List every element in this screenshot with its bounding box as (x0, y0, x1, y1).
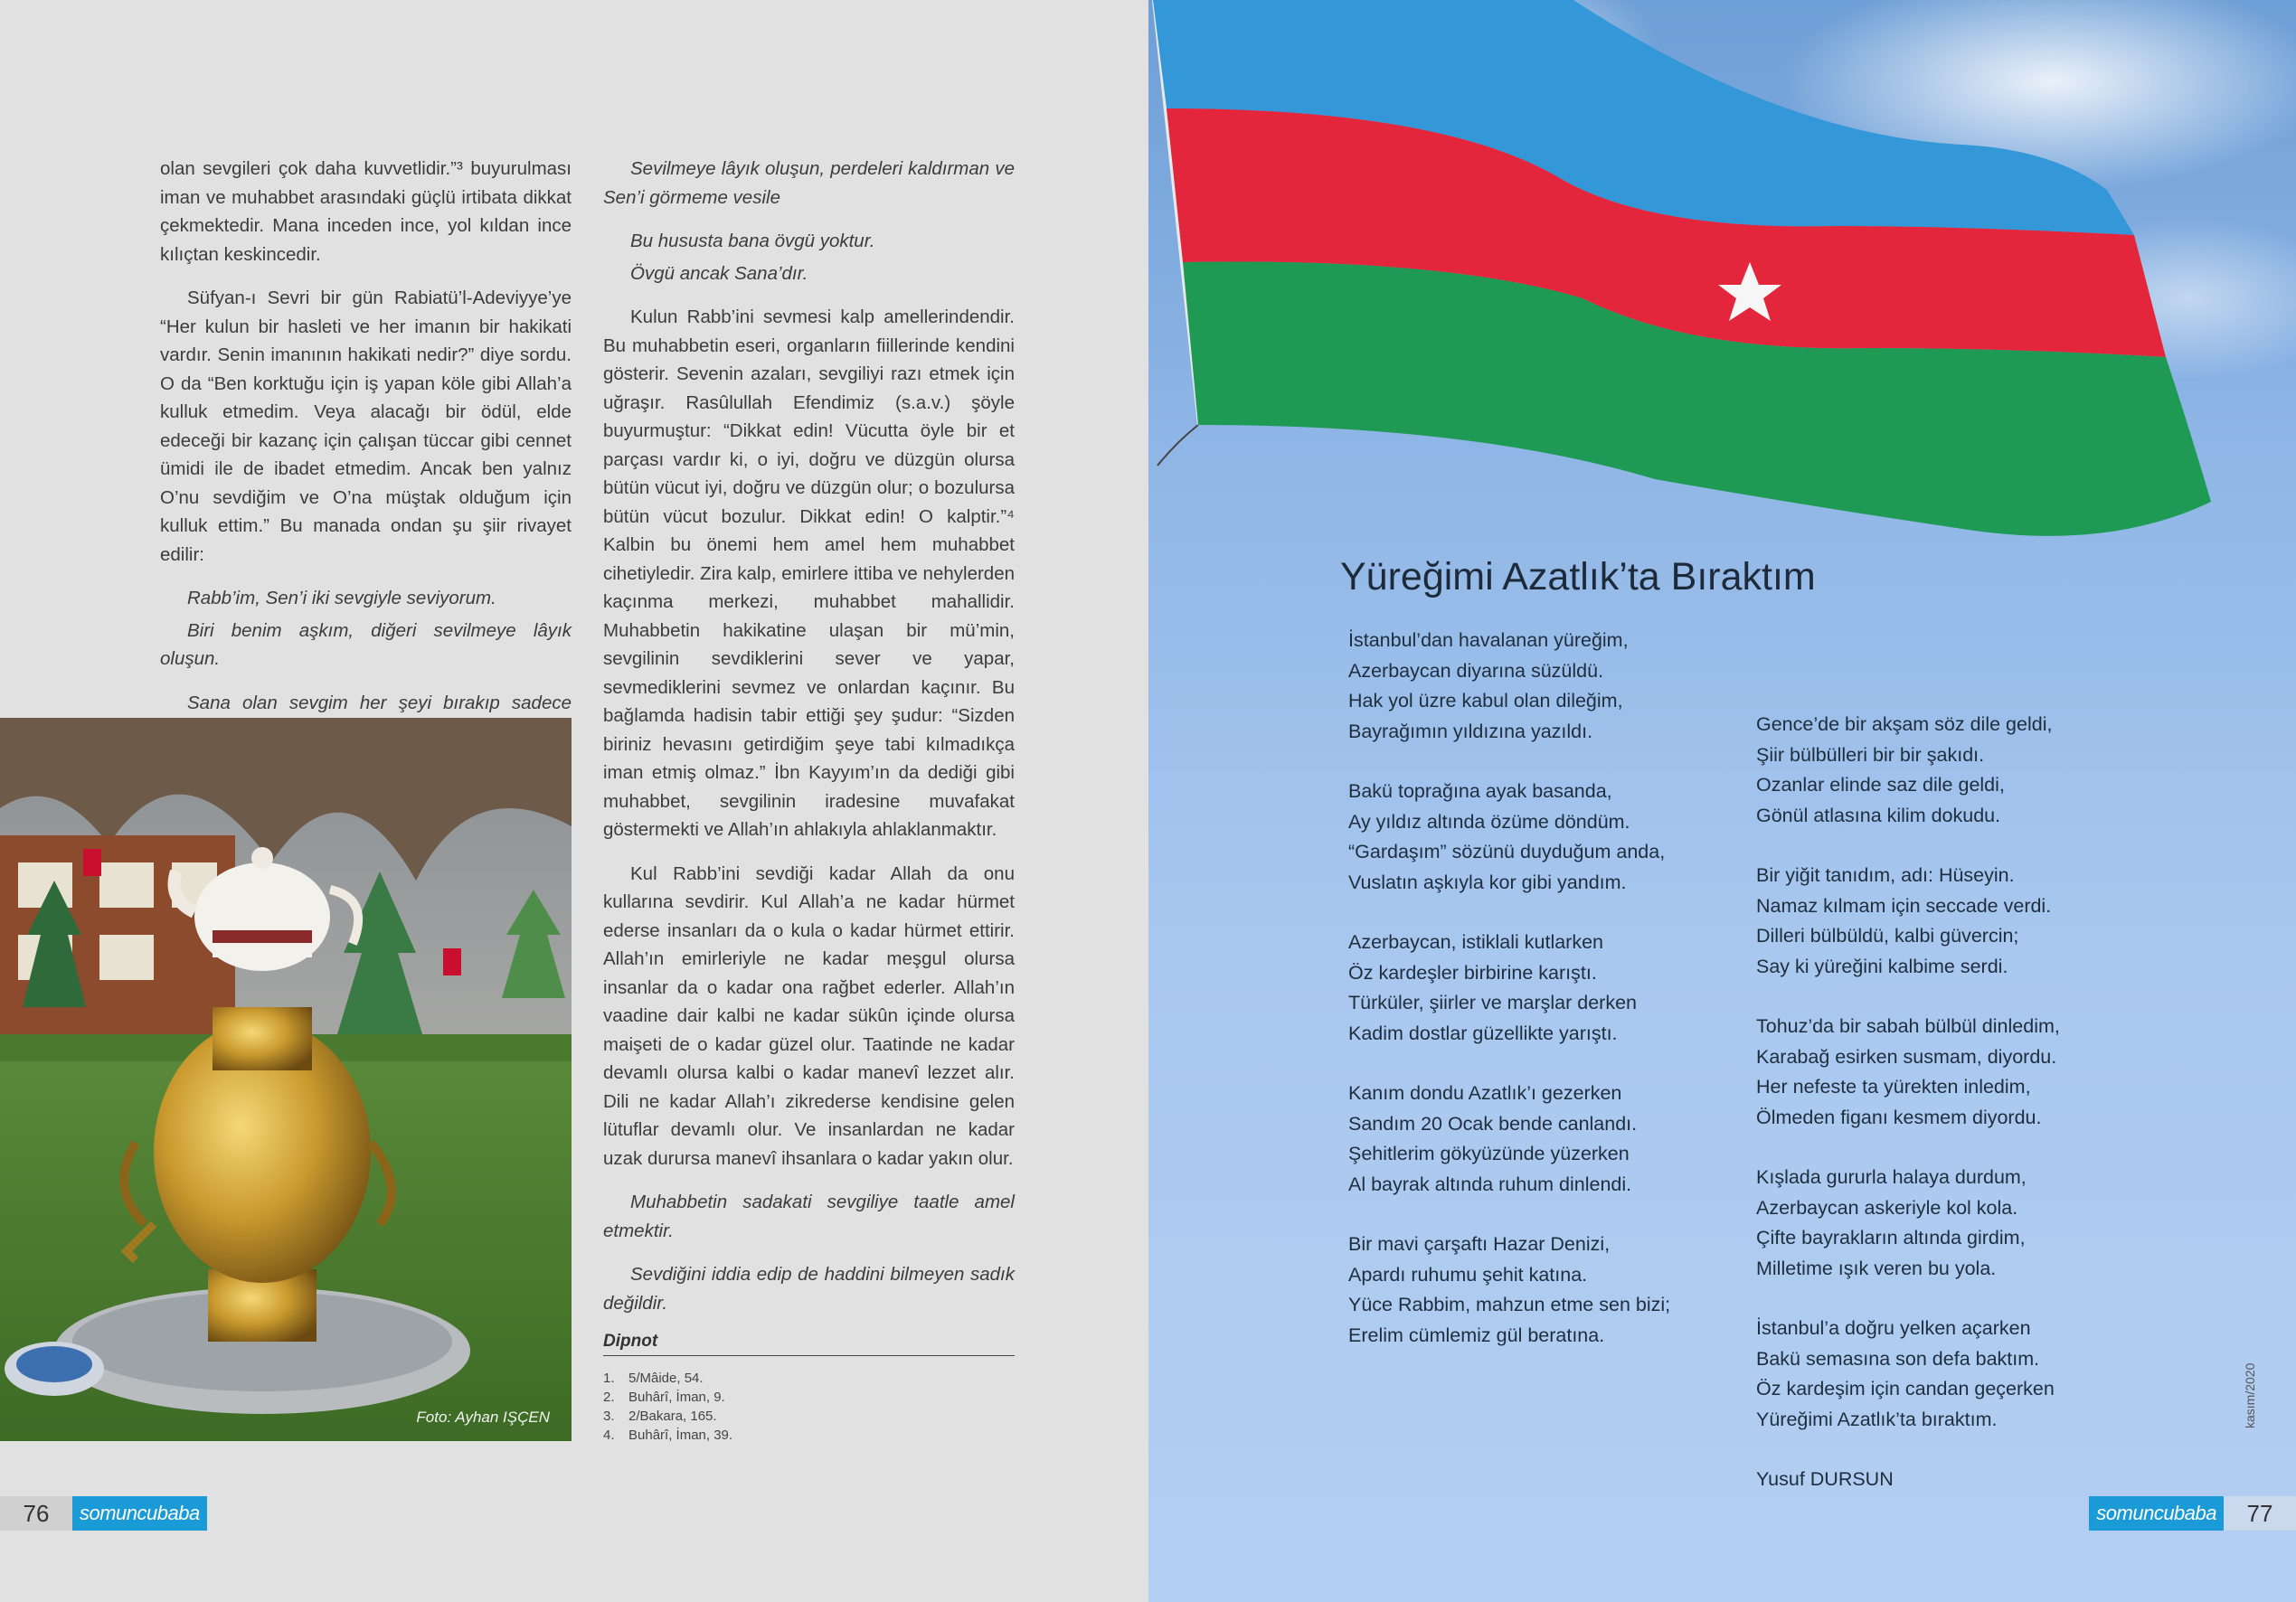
photo-credit: Foto: Ayhan IŞÇEN (416, 1409, 550, 1426)
poem-line: “Gardaşım” sözünü duyduğum anda, (1348, 841, 1666, 862)
poem-line: Vuslatın aşkıyla kor gibi yandım. (1348, 871, 1627, 893)
poem-line: Azerbaycan askeriyle kol kola. (1756, 1196, 2018, 1219)
footnote-item (603, 1388, 732, 1407)
poem-line: Tohuz’da bir sabah bülbül dinledim, (1756, 1015, 2060, 1037)
poem-line: Karabağ esirken susmam, diyordu. (1756, 1045, 2057, 1068)
poem-line: Ozanlar elinde saz dile geldi, (1756, 774, 2005, 796)
poem-line: Azerbaycan diyarına süzüldü. (1348, 659, 1604, 682)
poem-line: Bakü toprağına ayak basanda, (1348, 780, 1612, 802)
verse-line: Övgü ancak Sana’dır. (630, 262, 808, 284)
samovar-illustration (0, 718, 572, 1441)
poem-line: Bir yiğit tanıdım, adı: Hüseyin. (1756, 864, 2015, 886)
poem-line: Yüreğimi Azatlık’ta bıraktım. (1756, 1408, 1998, 1430)
poem-stanza (1348, 1230, 1670, 1351)
verse-line: Bu hususta bana övgü yoktur. (630, 231, 875, 251)
poem-line: İstanbul’dan havalanan yüreğim, (1348, 629, 1629, 651)
page-number-right: 77 (2224, 1496, 2296, 1531)
poem-line: Dilleri bülbüldü, kalbi güvercin; (1756, 925, 2019, 947)
azerbaijan-flag-photo (1148, 0, 2296, 633)
italic-paragraph: Sevilmeye lâyık oluşun, perdeleri kaldırman ve Sen’i görmeme vesile (603, 158, 1015, 208)
footnote-item (603, 1426, 732, 1445)
poem-line: Türküler, şiirler ve marşlar derken (1348, 992, 1638, 1013)
paragraph: Kul Rabb’ini sevdiği kadar Allah da onu kullarına sevdirir. Kul Allah’a ne kadar hürmet ederse insanları da o kula o kadar hürmet ettirir. Allah’ın emirleriyle ne kadar meşgul olursa insanlar da o kadar ona rağbet ederler. Allah’ın vaadine dair kalbi ne kadar sükûn içinde olursa maişeti de o kadar güzel olur. Taatinde ne kadar devamlı olursa kalbi o kadar manevî lezzet alır. Dili ne kadar Allah’ı zikrederse kendisine gelen lütuflar devamlı olur. Ve insanlardan ne kadar uzak durursa manevî ihsanlara o kadar yakın olur. (603, 862, 1015, 1169)
poem-stanza (1348, 928, 1670, 1049)
italic-paragraph: Sevdiğini iddia edip de haddini bilmeyen sadık değildir. (603, 1264, 1015, 1314)
poem-line: Azerbaycan, istiklali kutlarken (1348, 931, 1604, 953)
poem-line: Şiir bülbülleri bir bir şakıdı. (1756, 743, 1985, 766)
poem-line: Apardı ruhumu şehit katına. (1348, 1263, 1588, 1286)
poem-line: Ay yıldız altında özüme döndüm. (1348, 810, 1630, 833)
paragraph: olan sevgileri çok daha kuvvetlidir.”³ buyurulması iman ve muhabbet arasındaki güçlü irtibata dikkat çekmektedir. Mana inceden ince, yol kıldan ince kılıçtan keskincedir. (160, 158, 572, 265)
poem-line: Şehitlerim gökyüzünde yüzerken (1348, 1143, 1630, 1164)
footnote-number: 2. (603, 1390, 615, 1405)
footnote-item (603, 1407, 732, 1426)
poem-line: Milletime ışık veren bu yola. (1756, 1257, 1997, 1279)
poem-line: Sandım 20 Ocak bende canlandı. (1348, 1112, 1638, 1135)
poem-line: Öz kardeşler birbirine karıştı. (1348, 961, 1597, 984)
poem-line: Kışlada gururla halaya durdum, (1756, 1166, 2027, 1188)
poem-title: Yüreğimi Azatlık’ta Bıraktım (1340, 555, 1816, 598)
footnote-number: 3. (603, 1409, 615, 1424)
left-folio (0, 1496, 207, 1531)
article-column-2 (603, 155, 1015, 1333)
footnote-text: Buhârî, İman, 9. (628, 1390, 725, 1405)
poem-line: Bir mavi çarşaftı Hazar Denizi, (1348, 1233, 1611, 1255)
poem-stanza (1756, 1314, 2060, 1435)
poem-line: Her nefeste ta yürekten inledim, (1756, 1076, 2031, 1098)
poem-line: Yüce Rabbim, mahzun etme sen bizi; (1348, 1294, 1671, 1315)
footnote-number: 4. (603, 1428, 615, 1443)
poem-column-2 (1756, 710, 2060, 1495)
paragraph: Süfyan-ı Sevri bir gün Rabiatü’l-Adeviyye’ye “Her kulun bir hasleti ve her imanın bir hakikati vardır. Senin imanının hakikati nedir?” diye sordu. O da “Ben korktuğu için iş yapan köle gibi Allah’a kulluk etmedim. Veya alacağı bir ödül, elde edeceği bir kazanç için çalışan tüccar gibi cennet ümidi ile de ibadet etmedim. Ancak ben yalnız O’nu sevdiğim ve O’na müştak olduğum için kulluk ettim.” Bu manada ondan şu şiir rivayet edilir: (160, 287, 572, 565)
samovar-photo (0, 718, 572, 1441)
poem-line: Gence’de bir akşam söz dile geldi, (1756, 713, 2053, 735)
page-number-left: 76 (0, 1496, 72, 1531)
poem-line: Namaz kılmam için seccade verdi. (1756, 894, 2052, 917)
poem-line: Al bayrak altında ruhum dinlendi. (1348, 1173, 1632, 1195)
paragraph: Kulun Rabb’ini sevmesi kalp amellerindendir. Bu muhabbetin eseri, organların fiillerinde kendini gösterir. Sevenin azaları, sevgiliyi razı etmek için uğraşır. Rasûlullah Efendimiz (s.a.v.) şöyle buyurmuştur: “Dikkat edin! Vücutta öyle bir et parçası vardır ki, o iyi, doğru ve düzgün olursa bütün vücut iyi, doğru ve düzgün olur; o bozulursa bütün vücut bozulur. Dikkat edin! O kalptir.”⁴ Kalbin bu önemi hem amel hem muhabbet cihetiyledir. Zira kalp, emirlere ittiba ve nehylerden kaçınma merkezi, muhabbet mahallidir. Muhabbetin hakikatine ulaşan bir mü’min, sevgilinin sevdiklerini sever ve yapar, sevmediklerini sevmez ve onlardan kaçınır. Bu bağlamda hadisin tabir ettiği şey şudur: “Sizden biriniz hevasını getirdiğim şeye tabi kılmadıkça iman etmiş olmaz.” İbn Kayyım’ın da dediği gibi muhabbet, sevgilinin iradesine muvafakat göstermekti ve Allah’ın ahlakıyla ahlaklanmaktır. (603, 306, 1015, 840)
poem-line: Öz kardeşim için candan geçerken (1756, 1378, 2055, 1399)
poem-line: Say ki yüreğini kalbime serdi. (1756, 955, 2008, 977)
poem-stanza (1756, 861, 2060, 982)
poem-line: Ölmeden figanı kesmem diyordu. (1756, 1106, 2042, 1128)
poem-column-1 (1348, 626, 1670, 1381)
footnote-number: 1. (603, 1371, 615, 1386)
poem-line: Bakü semasına son defa baktım. (1756, 1347, 2040, 1370)
poem-stanza (1756, 710, 2060, 831)
brand-logo-right: somuncubaba (2089, 1496, 2224, 1531)
verse-line: Rabb’im, Sen’i iki sevgiyle seviyorum. (187, 588, 496, 608)
footnote-text: 5/Mâide, 54. (628, 1371, 704, 1386)
poem-stanza (1756, 1012, 2060, 1133)
poem-line: Çifte bayrakların altında girdim, (1756, 1227, 2026, 1249)
footnotes-list (603, 1369, 732, 1445)
poem-line: Kanım dondu Azatlık’ı gezerken (1348, 1082, 1622, 1104)
italic-paragraph: Muhabbetin sadakati sevgiliye taatle amel etmektir. (603, 1192, 1015, 1241)
italic-paragraph: Sana olan sevgim her şeyi bırakıp sadece (187, 692, 572, 713)
poem-line: İstanbul’a doğru yelken açarken (1756, 1317, 2031, 1339)
poem-stanza (1348, 777, 1670, 898)
verse-line: Biri benim aşkım, diğeri sevilmeye lâyık oluşun. (160, 619, 572, 669)
poem-stanza (1348, 1079, 1670, 1200)
poem-author: Yusuf DURSUN (1756, 1468, 1894, 1490)
footnotes-title: Dipnot (603, 1332, 1015, 1356)
footnote-text: Buhârî, İman, 39. (628, 1428, 733, 1443)
poem-line: Kadim dostlar güzellikte yarıştı. (1348, 1022, 1618, 1044)
article-column-1 (160, 155, 572, 761)
poem-line: Gönül atlasına kilim dokudu. (1756, 804, 2001, 826)
poem-line: Erelim cümlemiz gül beratına. (1348, 1324, 1605, 1346)
right-folio (2089, 1496, 2296, 1531)
poem-stanza (1348, 626, 1670, 747)
issue-date-label: kasım/2020 (2243, 1362, 2257, 1428)
right-page (1148, 0, 2296, 1602)
footnote-item (603, 1369, 732, 1388)
poem-line: Hak yol üzre kabul olan dileğim, (1348, 690, 1623, 711)
poem-stanza (1756, 1163, 2060, 1284)
poem-line: Bayrağımın yıldızına yazıldı. (1348, 720, 1593, 742)
brand-logo-left: somuncubaba (72, 1496, 207, 1531)
footnote-text: 2/Bakara, 165. (628, 1409, 717, 1424)
